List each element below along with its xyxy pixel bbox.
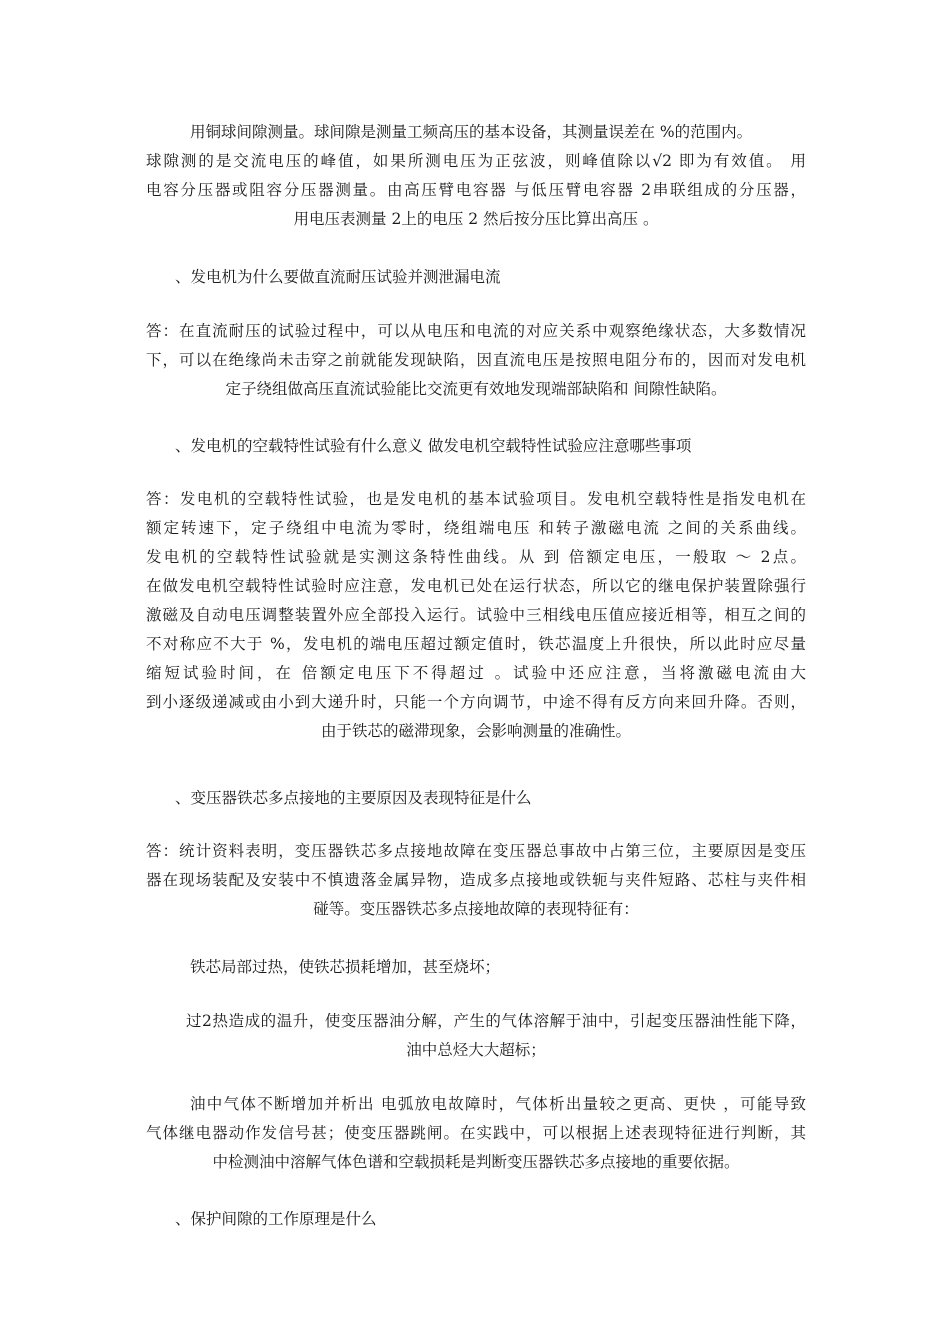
text-line: 由于铁芯的磁滞现象，会影响测量的准确性。 [320,722,631,740]
list-item-2 [146,1007,806,1065]
text-line: 油中气体不断增加并析出 电弧放电故障时，气体析出量较之更高、更快 ，可能导致 [190,1095,806,1113]
text-line: 答：在直流耐压的试验过程中，可以从电压和电流的对应关系中观察绝缘状态，大多数情况 [146,322,806,340]
text-line: 到小逐级递减或由小到大递升时，只能一个方向调节，中途不得有反方向来回升降。否则， [146,693,806,711]
answer-paragraph [146,837,806,924]
question-heading: 、保护间隙的工作原理是什么 [175,1210,377,1228]
text-line: 不对称应不大于 %，发电机的端电压超过额定值时，铁芯温度上升很快，所以此时应尽量 [146,635,806,653]
text-line: 中检测油中溶解气体色谱和空载损耗是判断变压器铁芯多点接地的重要依据。 [212,1153,740,1171]
answer-paragraph [146,317,806,404]
text-line: 激磁及自动电压调整装置外应全部投入运行。试验中三相线电压值应接近相等，相互之间的 [146,606,806,624]
text-line: 缩短试验时间，在 倍额定电压下不得超过 。试验中还应注意，当将激磁电流由大 [146,664,806,682]
list-item-3 [146,1090,806,1177]
text-line: 碰等。变压器铁芯多点接地故障的表现特征有： [313,900,639,918]
text-line: 电容分压器或阻容分压器测量。由高压臂电容器 与低压臂电容器 2串联组成的分压器， [146,181,806,199]
text-line: 铁芯局部过热，使铁芯损耗增加，甚至烧坏； [190,958,501,976]
text-line: 下，可以在绝缘尚未击穿之前就能发现缺陷，因直流电压是按照电阻分布的，因而对发电机 [146,351,806,369]
text-line: 答：发电机的空载特性试验，也是发电机的基本试验项目。发电机空载特性是指发电机在 [146,490,806,508]
answer-paragraph [146,485,806,746]
paragraph-measurement [146,118,806,234]
question-heading: 、变压器铁芯多点接地的主要原因及表现特征是什么 [175,789,532,807]
text-line: 用电压表测量 2上的电压 2 然后按分压比算出高压 。 [293,210,659,228]
text-line: 器在现场装配及安装中不慎遗落金属异物，造成多点接地或铁轭与夹件短路、芯柱与夹件相 [146,871,806,889]
list-item-1 [146,953,806,982]
question-heading: 、发电机的空载特性试验有什么意义 做发电机空载特性试验应注意哪些事项 [175,437,692,455]
text-line: 答：统计资料表明，变压器铁芯多点接地故障在变压器总事故中占第三位，主要原因是变压 [146,842,806,860]
text-line: 定子绕组做高压直流试验能比交流更有效地发现端部缺陷和 间隙性缺陷。 [225,380,727,398]
text-line: 在做发电机空载特性试验时应注意，发电机已处在运行状态，所以它的继电保护装置除强行 [146,577,806,595]
text-line: 额定转速下，定子绕组中电流为零时，绕组端电压 和转子激磁电流 之间的关系曲线。 [146,519,806,537]
text-line: 用铜球间隙测量。球间隙是测量工频高压的基本设备，其测量误差在 %的范围内。 [190,123,753,141]
text-line: 油中总烃大大超标； [406,1041,546,1059]
text-line: 发电机的空载特性试验就是实测这条特性曲线。从 到 倍额定电压，一般取 ～ 2点。 [146,548,806,566]
text-line: 气体继电器动作发信号甚；使变压器跳闸。在实践中，可以根据上述表现特征进行判断，其 [146,1124,806,1142]
text-line: 球隙测的是交流电压的峰值，如果所测电压为正弦波，则峰值除以√2 即为有效值。 用 [146,152,806,170]
text-line: 过2热造成的温升，使变压器油分解，产生的气体溶解于油中，引起变压器油性能下降， [186,1012,806,1030]
question-heading: 、发电机为什么要做直流耐压试验并测泄漏电流 [175,268,501,286]
